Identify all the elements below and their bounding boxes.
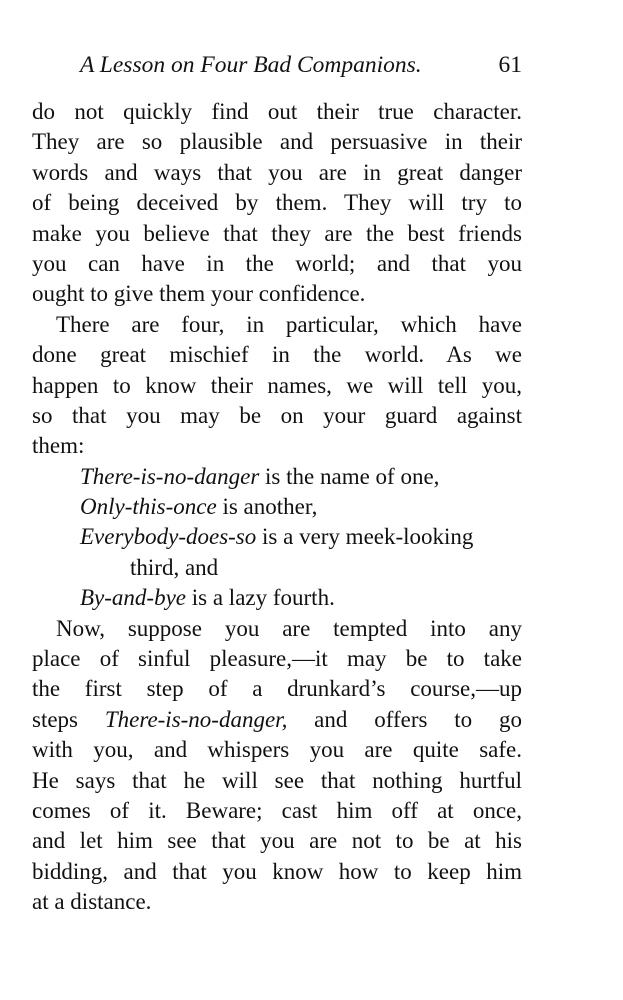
text-line: with you, and whispers you are quite safe. (32, 737, 522, 763)
paragraph-temptation (32, 614, 522, 918)
companion-line (32, 492, 522, 522)
companion-name: Everybody-does-so (80, 524, 257, 550)
text-line: He says that he will see that nothing hurtful (32, 767, 522, 793)
companion-description: is a lazy fourth. (186, 585, 335, 611)
text-line: of being deceived by them. They will try to (32, 190, 522, 216)
text-line: words and ways that you are in great danger (32, 159, 522, 185)
companion-line (32, 462, 522, 492)
text-line: and let him see that you are not to be at his (32, 828, 522, 854)
companion-line (32, 522, 522, 552)
text-line: comes of it. Beware; cast him off at once, (32, 797, 522, 823)
text-line (32, 705, 522, 735)
text-line: Now, suppose you are tempted into any (56, 615, 522, 641)
text-line: the first step of a drunkard’s course,—up (32, 676, 522, 702)
running-title: A Lesson on Four Bad Companions. (80, 52, 422, 78)
companion-name: By-and-bye (80, 585, 186, 611)
text-line: make you believe that they are the best friends (32, 220, 522, 246)
body-text (32, 97, 522, 918)
text-fragment: steps (32, 706, 105, 732)
companion-line-continuation: third, and (130, 554, 219, 580)
text-line: so that you may be on your guard against (32, 402, 522, 428)
paragraph-continued (32, 97, 522, 310)
companion-name: There-is-no-danger (80, 463, 260, 489)
companion-name: Only-this-once (80, 494, 217, 520)
companion-name-inline: There-is-no-danger, (104, 706, 288, 732)
text-line: them: (32, 433, 85, 459)
page-header (80, 52, 522, 86)
text-line: They are so plausible and persuasive in their (32, 129, 522, 155)
text-line: happen to know their names, we will tell you, (32, 372, 522, 398)
companion-description: is a very meek-looking (256, 524, 474, 550)
text-line: ought to give them your confidence. (32, 281, 366, 307)
text-line: bidding, and that you know how to keep him (32, 858, 522, 884)
text-fragment: and offers to go (287, 706, 522, 732)
companion-line (32, 583, 522, 613)
text-line: done great mischief in the world. As we (32, 342, 522, 368)
text-line: There are four, in particular, which have (56, 311, 522, 337)
companion-description: is the name of one, (259, 463, 440, 489)
text-line: you can have in the world; and that you (32, 250, 522, 276)
text-line: do not quickly find out their true character. (32, 99, 522, 124)
page-number: 61 (498, 52, 522, 78)
companion-description: is another, (216, 494, 318, 520)
text-line: at a distance. (32, 889, 152, 915)
paragraph-four-companions (32, 310, 522, 462)
text-line: place of sinful pleasure,—it may be to take (32, 646, 522, 672)
companions-list (32, 462, 522, 614)
